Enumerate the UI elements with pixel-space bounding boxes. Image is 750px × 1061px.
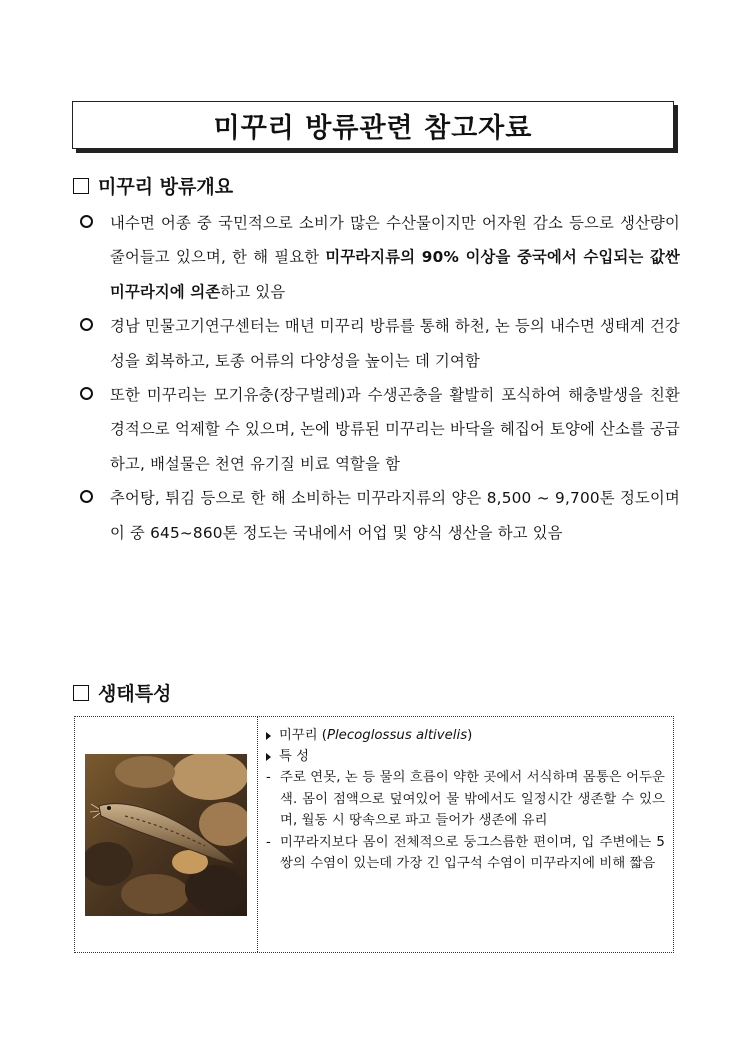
document-title: 미꾸리 방류관련 참고자료 — [213, 112, 533, 144]
loach-fish-photo — [85, 754, 247, 916]
bullet-text: 경남 민물고기연구센터는 매년 미꾸리 방류를 통해 하천, 논 등의 내수면 생태계 건강성을 회복하고, 토종 어류의 다양성을 높이는 데 기여함 — [110, 317, 680, 370]
traits-label: 특 성 — [279, 749, 309, 764]
bullet-text: 추어탕, 튀김 등으로 한 해 소비하는 미꾸라지류의 양은 8,500 ~ 9,700톤 정도이며 이 중 645~860톤 정도는 국내에서 어업 및 양식 생산을 하고 있음 — [110, 489, 680, 542]
ecology-table — [74, 716, 674, 953]
bullet-item — [80, 481, 680, 550]
checkbox-square-icon — [73, 178, 89, 194]
section-heading-overview — [73, 172, 233, 199]
section-heading-text: 미꾸리 방류개요 — [98, 176, 234, 198]
section-heading-ecology — [73, 679, 171, 706]
circle-bullet-icon — [80, 215, 93, 228]
section-heading-text: 생태특성 — [98, 683, 172, 705]
species-name-close: ) — [467, 728, 473, 743]
dash-marker: - — [266, 834, 271, 850]
bullet-text — [110, 206, 680, 309]
dash-marker: - — [266, 770, 271, 785]
triangle-bullet-icon — [266, 732, 271, 740]
trait-item — [266, 767, 665, 832]
bullet-text: 또한 미꾸리는 모기유충(장구벌레)과 수생곤충을 활발히 포식하여 해충발생을 친환경적으로 억제할 수 있으며, 논에 방류된 미꾸리는 바닥을 헤집어 토양에 산소를 공급하고, 배설물은 천연 유기질 비료 역할을 함 — [110, 386, 680, 473]
bullet-item — [80, 378, 680, 481]
loach-photo-cell — [75, 717, 258, 952]
species-name-line — [266, 725, 665, 746]
triangle-bullet-icon — [266, 753, 271, 761]
circle-bullet-icon — [80, 387, 93, 400]
bullet-text-segment: 하고 있음 — [220, 282, 286, 301]
circle-bullet-icon — [80, 490, 93, 503]
overview-bullet-list — [80, 206, 680, 550]
scientific-name: Plecoglossus altivelis — [326, 728, 468, 743]
bullet-item — [80, 309, 680, 378]
document-title-box — [72, 101, 674, 149]
ecology-info-cell — [258, 717, 673, 952]
trait-text: 미꾸라지보다 몸이 전체적으로 둥그스름한 편이며, 입 주변에는 5쌍의 수염이 있는데 가장 긴 입구석 수염이 미꾸라지에 비해 짧음 — [280, 834, 665, 871]
bullet-item — [80, 206, 680, 309]
trait-item — [266, 832, 665, 875]
circle-bullet-icon — [80, 318, 93, 331]
bullet-text-segment: 내수면 어종 중 국민적으로 소비가 많은 수산물이지만 어자원 감소 등으로 생산량이 줄어들고 있으며, 한 해 필요한 — [110, 214, 680, 267]
species-name: 미꾸리 ( — [279, 728, 327, 743]
checkbox-square-icon — [73, 685, 89, 701]
trait-text: 주로 연못, 논 등 물의 흐름이 약한 곳에서 서식하며 몸통은 어두운 색. 몸이 점액으로 덮여있어 물 밖에서도 일정시간 생존할 수 있으며, 월동 시 땅속으로 파고 들어가 생존에 유리 — [280, 770, 665, 828]
traits-label-line — [266, 746, 665, 767]
bullet-text-bold-segment: 미꾸라지류의 90% 이상을 중국에서 수입되는 값싼 미꾸라지에 의존 — [110, 248, 680, 301]
